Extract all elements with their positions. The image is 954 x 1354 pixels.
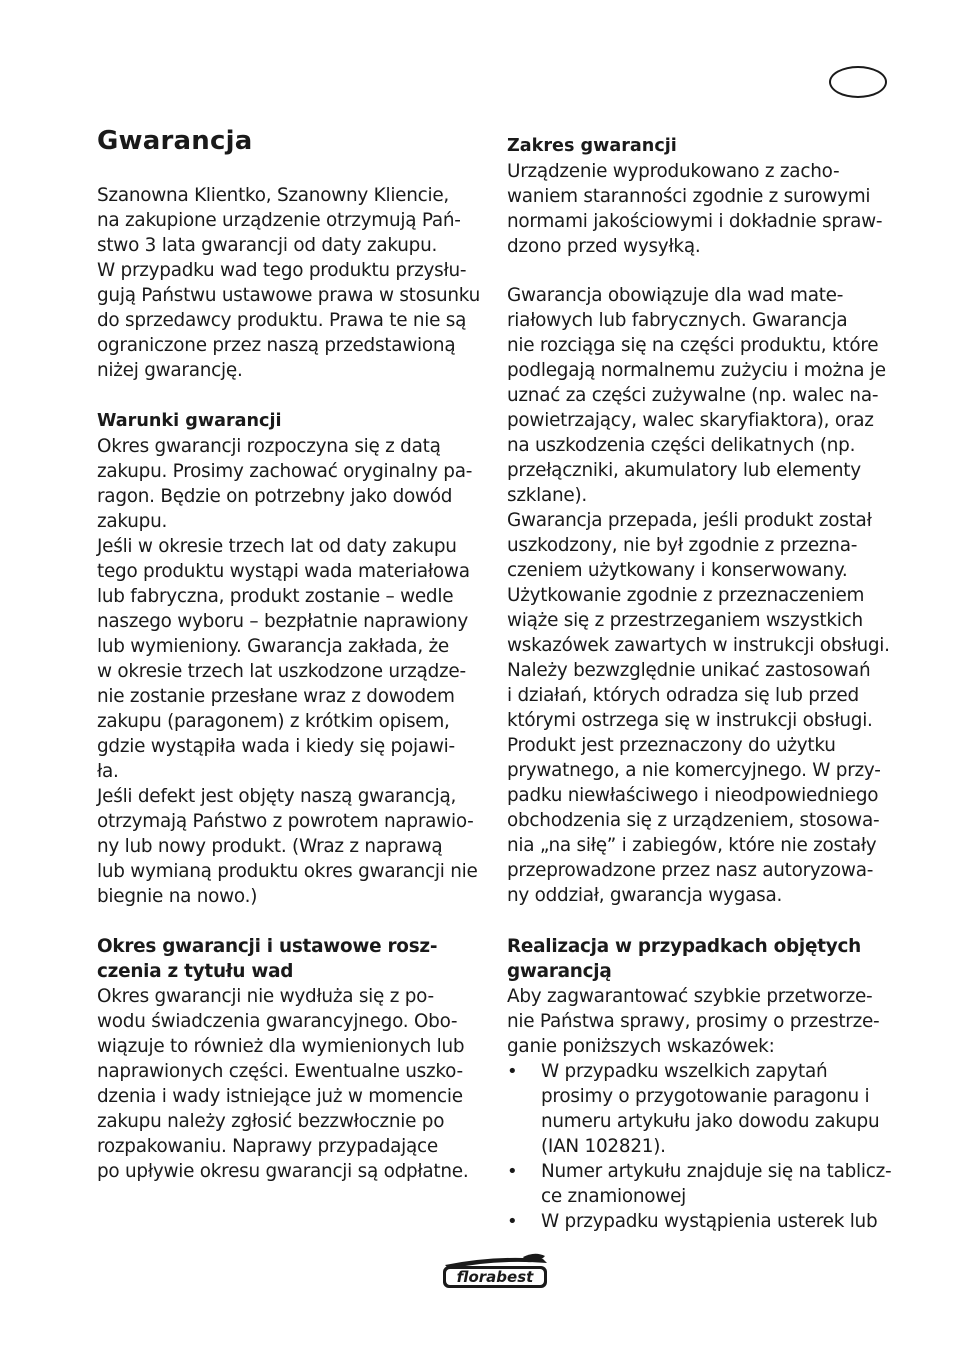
- text-line: Gwarancja przepada, jeśli produkt został: [507, 510, 872, 531]
- text-line: riałowych lub fabrycznych. Gwarancja: [507, 310, 848, 331]
- text-line: uznać za części zużywalne (np. walec na-: [507, 385, 879, 406]
- text-line: ce znamionowej: [541, 1186, 686, 1207]
- text-line: ny oddział, gwarancja wygasa.: [507, 885, 783, 906]
- text-line: szklane).: [507, 485, 588, 506]
- text-line: Realizacja w przypadkach objętych: [507, 936, 861, 957]
- text-line: nia „na siłę” i zabiegów, które nie zostały: [507, 835, 877, 856]
- text-line: rozpakowaniu. Naprawy przypadające: [97, 1136, 438, 1157]
- warunki-text: [97, 434, 482, 909]
- text-line: gdzie wystąpiła wada i kiedy się pojawi-: [97, 736, 455, 757]
- intro-paragraph: [97, 183, 482, 383]
- zakres-heading: Zakres gwarancji: [507, 136, 677, 156]
- text-line: po upływie okresu gwarancji są odpłatne.: [97, 1161, 469, 1182]
- okres-section: [97, 934, 482, 1184]
- text-line: nie zostanie przesłane wraz z dowodem: [97, 686, 455, 707]
- text-line: lub wymianą produktu okres gwarancji nie: [97, 861, 478, 882]
- text-line: przeprowadzone przez nasz autoryzowa-: [507, 860, 874, 881]
- text-line: lub wymieniony. Gwarancja zakłada, że: [97, 636, 449, 657]
- zakres-text: [507, 159, 897, 259]
- text-line: • Numer artykułu znajduje się na tablicz-: [541, 1161, 892, 1182]
- text-line: powietrzający, walec skaryfiaktora), oraz: [507, 410, 874, 431]
- text-line: wiąże się z przestrzeganiem wszystkich: [507, 610, 863, 631]
- okres-text: [97, 984, 482, 1184]
- text-line: czenia z tytułu wad: [97, 961, 294, 982]
- text-line: biegnie na nowo.): [97, 886, 258, 907]
- text-line: i działań, których odradza się lub przed: [507, 685, 859, 706]
- text-line: • W przypadku wystąpienia usterek lub: [541, 1211, 878, 1232]
- warunki-heading: Warunki gwarancji: [97, 411, 282, 431]
- language-badge-outline: [829, 66, 887, 98]
- realizacja-heading: [507, 934, 897, 984]
- text-line: Użytkowanie zgodnie z przeznaczeniem: [507, 585, 865, 606]
- text-line: ganie poniższych wskazówek:: [507, 1036, 775, 1057]
- text-line: ny lub nowy produkt. (Wraz z naprawą: [97, 836, 443, 857]
- text-line: którymi ostrzega się w instrukcji obsługi.: [507, 710, 873, 731]
- text-line: ograniczone przez naszą przedstawioną: [97, 335, 456, 356]
- text-line: numeru artykułu jako dowodu zakupu: [541, 1111, 880, 1132]
- text-line: Należy bezwzględnie unikać zastosowań: [507, 660, 871, 681]
- text-line: wodu świadczenia gwarancyjnego. Obo-: [97, 1011, 458, 1032]
- text-line: Produkt jest przeznaczony do użytku: [507, 735, 836, 756]
- text-line: zakupu. Prosimy zachować oryginalny pa-: [97, 461, 473, 482]
- text-line: gują Państwu ustawowe prawa w stosunku: [97, 285, 481, 306]
- text-line: naprawionych części. Ewentualne uszko-: [97, 1061, 463, 1082]
- text-line: przełączniki, akumulatory lub elementy: [507, 460, 861, 481]
- text-line: waniem staranności zgodnie z surowymi: [507, 186, 871, 207]
- text-line: stwo 3 lata gwarancji od daty zakupu.: [97, 235, 438, 256]
- warunki-section: [97, 409, 482, 909]
- text-line: podlegają normalnemu zużyciu i można je: [507, 360, 886, 381]
- text-line: Okres gwarancji i ustawowe rosz-: [97, 936, 438, 957]
- text-line: naszego wyboru – bezpłatnie naprawiony: [97, 611, 469, 632]
- text-line: uszkodzony, nie był zgodnie z przezna-: [507, 535, 858, 556]
- realizacja-text: [507, 984, 897, 1059]
- okres-heading: [97, 934, 482, 984]
- text-line: lub fabryczna, produkt zostanie – wedle: [97, 586, 454, 607]
- list-item: [507, 1059, 897, 1159]
- text-line: czeniem użytkowany i konserwowany.: [507, 560, 848, 581]
- text-line: dzenia i wady istniejące już w momencie: [97, 1086, 463, 1107]
- text-line: na zakupione urządzenie otrzymują Pań-: [97, 210, 461, 231]
- text-line: wiązuje to również dla wymienionych lub: [97, 1036, 465, 1057]
- text-line: w okresie trzech lat uszkodzone urządze-: [97, 661, 466, 682]
- text-line: Okres gwarancji rozpoczyna się z datą: [97, 436, 441, 457]
- text-line: zakupu.: [97, 511, 168, 532]
- text-line: nie Państwa sprawy, prosimy o przestrze-: [507, 1011, 880, 1032]
- text-line: prosimy o przygotowanie paragonu i: [541, 1086, 870, 1107]
- text-line: padku niewłaściwego i nieodpowiedniego: [507, 785, 879, 806]
- text-line: Jeśli defekt jest objęty naszą gwarancją,: [97, 786, 457, 807]
- text-line: zakupu (paragonem) z krótkim opisem,: [97, 711, 450, 732]
- text-line: Gwarancja obowiązuje dla wad mate-: [507, 285, 844, 306]
- text-line: (IAN 102821).: [541, 1136, 666, 1157]
- florabest-logo: [439, 1253, 551, 1291]
- zakres-details-text: [507, 283, 897, 908]
- text-line: do sprzedawcy produktu. Prawa te nie są: [97, 310, 467, 331]
- text-line: wskazówek zawartych w instrukcji obsługi.: [507, 635, 890, 656]
- text-line: Szanowna Klientko, Szanowny Kliencie,: [97, 185, 450, 206]
- page-title: Gwarancja: [97, 126, 253, 156]
- text-line: Aby zagwarantować szybkie przetworze-: [507, 986, 873, 1007]
- text-line: nie rozciąga się na części produktu, które: [507, 335, 879, 356]
- text-line: na uszkodzenia części delikatnych (np.: [507, 435, 856, 456]
- text-line: otrzymają Państwo z powrotem naprawio-: [97, 811, 474, 832]
- text-line: ła.: [97, 761, 119, 782]
- text-line: Urządzenie wyprodukowano z zacho-: [507, 161, 840, 182]
- text-line: gwarancją: [507, 961, 612, 982]
- text-line: W przypadku wad tego produktu przysłu-: [97, 260, 467, 281]
- list-item: [507, 1159, 897, 1209]
- text-line: tego produktu wystąpi wada materiałowa: [97, 561, 470, 582]
- instructions-list: [507, 1059, 897, 1234]
- realizacja-section: [507, 934, 897, 1234]
- text-line: Okres gwarancji nie wydłuża się z po-: [97, 986, 434, 1007]
- text-line: normami jakościowymi i dokładnie spraw-: [507, 211, 883, 232]
- text-line: ragon. Będzie on potrzebny jako dowód: [97, 486, 453, 507]
- text-line: niżej gwarancję.: [97, 360, 243, 381]
- zakres-section: [507, 134, 897, 259]
- text-line: • W przypadku wszelkich zapytań: [541, 1061, 828, 1082]
- text-line: Jeśli w okresie trzech lat od daty zakupu: [97, 536, 457, 557]
- text-line: prywatnego, a nie komercyjnego. W przy-: [507, 760, 881, 781]
- logo-wordmark: florabest: [456, 1268, 534, 1286]
- text-line: obchodzenia się z urządzeniem, stosowa-: [507, 810, 880, 831]
- text-line: dzono przed wysyłką.: [507, 236, 701, 257]
- text-line: zakupu należy zgłosić bezzwłocznie po: [97, 1111, 445, 1132]
- list-item: [507, 1209, 897, 1234]
